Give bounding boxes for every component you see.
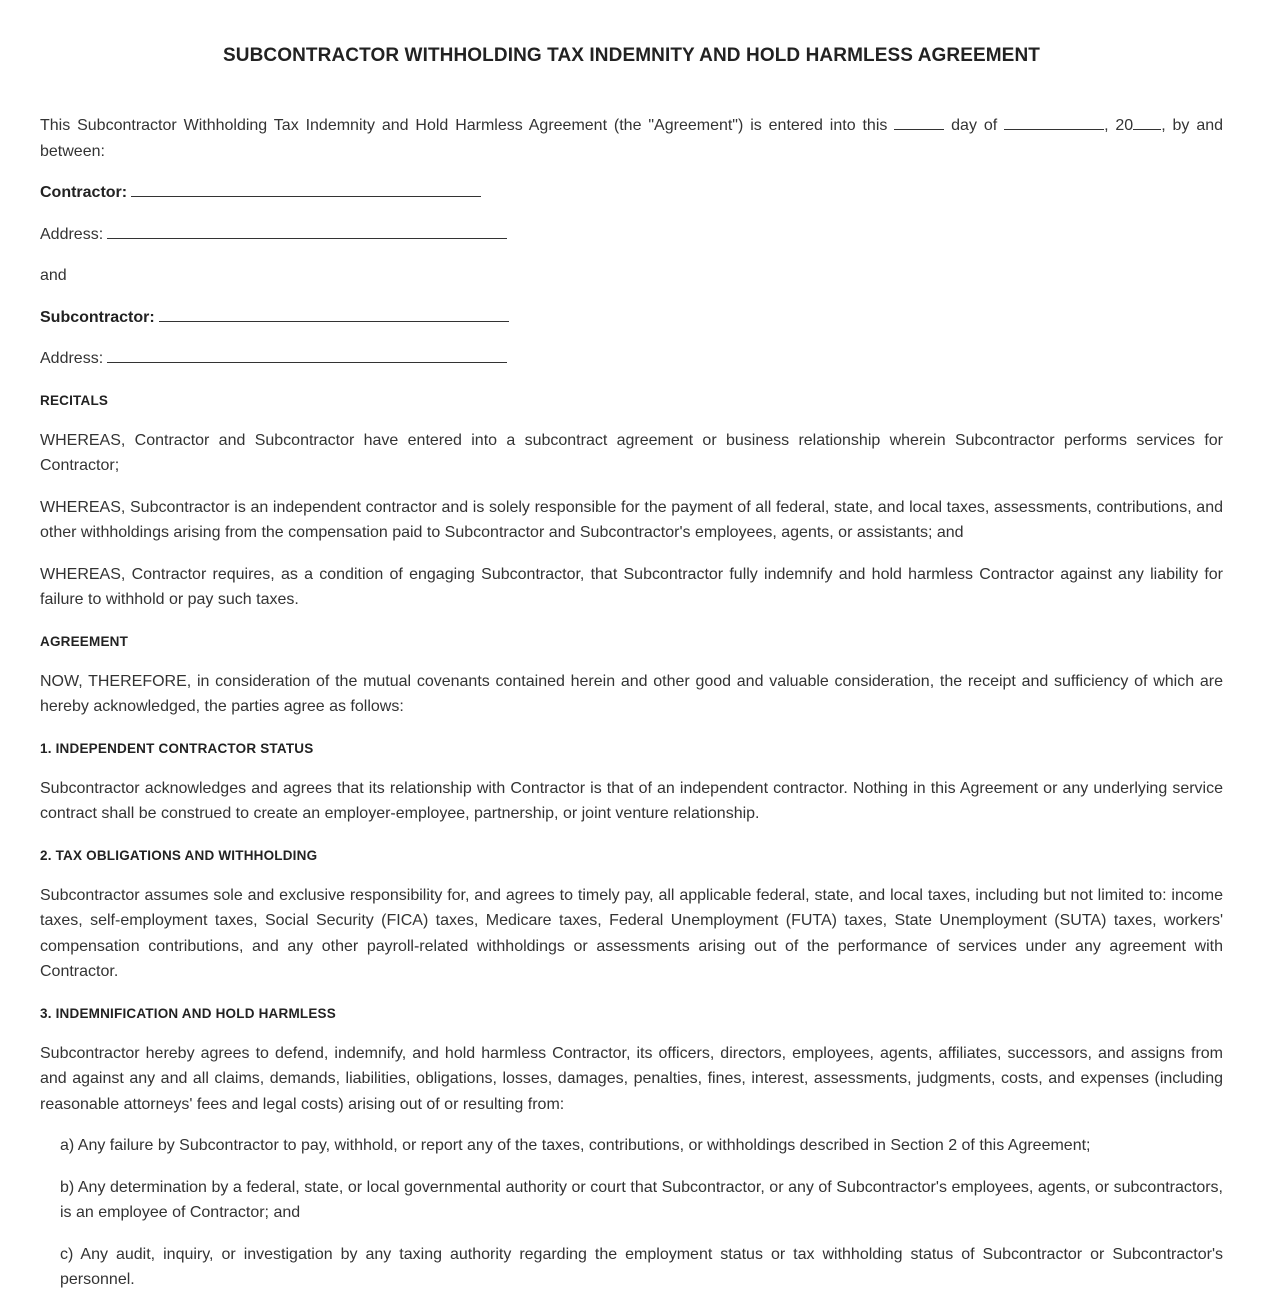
- month-blank[interactable]: [1004, 115, 1104, 130]
- intro-text-1: This Subcontractor Withholding Tax Indemnity and Hold Harmless Agreement (the "Agreement") is entered into this: [40, 117, 895, 134]
- intro-paragraph: [40, 113, 1223, 164]
- subcontractor-address-blank[interactable]: [107, 348, 507, 363]
- list-item: b) Any determination by a federal, state, or local governmental authority or court that Subcontractor, or any of Subcontractor's employees, agents, or subcontractors, is an employee of Contractor; and: [60, 1178, 1223, 1221]
- subcontractor-address-label: Address:: [40, 350, 104, 367]
- list-item: a) Any failure by Subcontractor to pay, withhold, or report any of the taxes, contributions, or withholdings described in Section 2 of this Agreement;: [60, 1137, 1091, 1154]
- contractor-address-label: Address:: [40, 225, 104, 243]
- recital-paragraph: WHEREAS, Contractor requires, as a condition of engaging Subcontractor, that Subcontractor fully indemnify and hold harmless Contractor against any liability for failure to withhold or pay such taxes.: [40, 565, 1223, 608]
- section-heading: 2. TAX OBLIGATIONS AND WITHHOLDING: [40, 847, 318, 863]
- section-heading: 3. INDEMNIFICATION AND HOLD HARMLESS: [40, 1005, 336, 1021]
- contractor-line: [40, 180, 1223, 206]
- subcontractor-line: [40, 305, 1223, 331]
- subcontractor-name-blank[interactable]: [159, 307, 509, 322]
- day-blank[interactable]: [894, 115, 944, 130]
- agreement-heading: AGREEMENT: [40, 633, 129, 649]
- contractor-address-line: [40, 222, 1223, 248]
- agreement-paragraph: NOW, THEREFORE, in consideration of the mutual covenants contained herein and other good and valuable consideration, the receipt and sufficiency of which are hereby acknowledged, the parties agree as follows:: [40, 672, 1223, 715]
- list-item: c) Any audit, inquiry, or investigation by any taxing authority regarding the employment status or tax withholding status of Subcontractor or Subcontractor's personnel.: [60, 1245, 1223, 1288]
- contractor-address-blank[interactable]: [107, 224, 507, 239]
- year-blank[interactable]: [1133, 115, 1161, 130]
- recital-paragraph: WHEREAS, Subcontractor is an independent contractor and is solely responsible for the payment of all federal, state, and local taxes, assessments, contributions, and other withholdings arising from the compensation paid to Subcontractor and Subcontractor's employees, agents, or assistants; and: [40, 498, 1223, 541]
- contractor-name-blank[interactable]: [131, 182, 481, 197]
- section-heading: 1. INDEPENDENT CONTRACTOR STATUS: [40, 740, 314, 756]
- recitals-heading: RECITALS: [40, 392, 109, 408]
- section-paragraph: Subcontractor acknowledges and agrees that its relationship with Contractor is that of an independent contractor. Nothing in this Agreement or any underlying service contract shall be construed to create an employer-employee, partnership, or joint venture relationship.: [40, 779, 1223, 822]
- intro-text-2: day of: [944, 117, 1005, 134]
- document-title: SUBCONTRACTOR WITHHOLDING TAX INDEMNITY AND HOLD HARMLESS AGREEMENT: [222, 45, 1040, 66]
- contractor-label: Contractor:: [40, 184, 128, 201]
- subcontractor-label: Subcontractor:: [40, 308, 155, 326]
- intro-text-4: , by and between:: [40, 117, 1224, 160]
- intro-text-3: , 20: [1104, 117, 1134, 134]
- subcontractor-address-line: [40, 346, 1223, 372]
- recital-paragraph: WHEREAS, Contractor and Subcontractor have entered into a subcontract agreement or business relationship wherein Subcontractor performs services for Contractor;: [40, 431, 1223, 474]
- section-paragraph: Subcontractor assumes sole and exclusive responsibility for, and agrees to timely pay, all applicable federal, state, and local taxes, including but not limited to: income taxes, self-employment taxes, Social Security (FICA) taxes, Medicare taxes, Federal Unemployment (FUTA) taxes, State Unemployment (SUTA) taxes, workers' compensation contributions, and any other payroll-related withholdings or assessments arising out of the performance of services under any agreement with Contractor.: [40, 886, 1223, 980]
- and-text: and: [40, 267, 67, 284]
- section-paragraph: Subcontractor hereby agrees to defend, indemnify, and hold harmless Contractor, its officers, directors, employees, agents, affiliates, successors, and assigns from and against any and all claims, demands, liabilities, obligations, losses, damages, penalties, fines, interest, assessments, judgments, costs, and expenses (including reasonable attorneys' fees and legal costs) arising out of or resulting from:: [40, 1044, 1223, 1113]
